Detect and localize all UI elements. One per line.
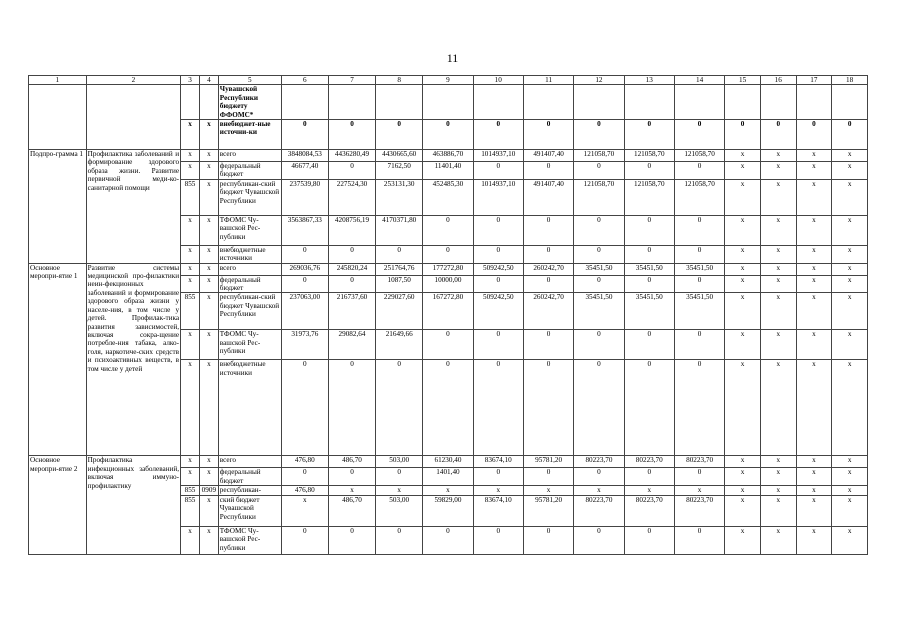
value-cell: 95781,20 — [523, 456, 573, 468]
value-cell: 0 — [523, 468, 573, 486]
value-cell: 0 — [376, 245, 423, 263]
value-cell: 0 — [674, 360, 724, 456]
value-cell: 0 — [328, 162, 375, 180]
value-cell: 0 — [624, 120, 674, 150]
value-cell: 59829,00 — [423, 495, 473, 526]
value-cell: 95781,20 — [523, 495, 573, 526]
value-cell: 3563867,33 — [281, 215, 328, 245]
value-cell: 0 — [796, 120, 832, 150]
value-cell: 0 — [423, 120, 473, 150]
value-cell: x — [760, 275, 796, 293]
value-cell: x — [832, 215, 868, 245]
column-number-row — [29, 76, 868, 85]
value-cell: x — [624, 486, 674, 495]
value-cell: 237539,80 — [281, 179, 328, 215]
page-number: 11 — [446, 51, 459, 65]
value-cell: x — [760, 150, 796, 162]
value-cell: x — [796, 275, 832, 293]
value-cell: 0 — [328, 120, 375, 150]
value-cell: 0 — [523, 245, 573, 263]
value-cell: x — [760, 293, 796, 330]
value-cell: 0 — [624, 360, 674, 456]
value-cell: 35451,50 — [624, 293, 674, 330]
value-cell: 0 — [281, 120, 328, 150]
value-cell: 0 — [523, 275, 573, 293]
value-cell: 0 — [473, 275, 523, 293]
value-cell: 0 — [423, 245, 473, 263]
value-cell: 4430665,60 — [376, 150, 423, 162]
value-cell: x — [281, 495, 328, 526]
value-cell: 0 — [523, 360, 573, 456]
value-cell: x — [725, 263, 761, 275]
source-cell: федеральный бюджет — [218, 468, 281, 486]
value-cell: 4436280,49 — [328, 150, 375, 162]
value-cell: 0 — [832, 120, 868, 150]
value-cell: 121058,70 — [674, 150, 724, 162]
value-cell: 80223,70 — [674, 495, 724, 526]
value-cell: x — [832, 179, 868, 215]
value-cell: 46677,40 — [281, 162, 328, 180]
value-cell: 0 — [423, 360, 473, 456]
value-cell: x — [725, 526, 761, 554]
value-cell: 0 — [674, 245, 724, 263]
value-cell: x — [760, 456, 796, 468]
column-header: 4 — [199, 76, 218, 85]
value-cell: 476,80 — [281, 486, 328, 495]
value-cell: 486,70 — [328, 456, 375, 468]
value-cell: x — [796, 468, 832, 486]
value-cell: 0 — [624, 162, 674, 180]
value-cell: 35451,50 — [574, 263, 624, 275]
table-row — [29, 150, 868, 162]
value-cell: x — [760, 330, 796, 360]
value-cell: 0 — [523, 162, 573, 180]
value-cell: x — [832, 495, 868, 526]
value-cell: 121058,70 — [574, 179, 624, 215]
value-cell: 216737,60 — [328, 293, 375, 330]
value-cell: x — [796, 526, 832, 554]
program-description: Профилактика инфекционных заболеваний, включая иммуно-профилактику — [86, 456, 180, 554]
value-cell: x — [574, 486, 624, 495]
value-cell: 491407,40 — [523, 150, 573, 162]
value-cell: 0 — [574, 330, 624, 360]
column-header: 3 — [181, 76, 200, 85]
value-cell: 61230,40 — [423, 456, 473, 468]
value-cell: 0 — [624, 215, 674, 245]
code-cell: 855 — [181, 495, 200, 526]
value-cell: 0 — [328, 245, 375, 263]
value-cell: x — [832, 468, 868, 486]
value-cell: x — [796, 456, 832, 468]
value-cell: x — [725, 468, 761, 486]
code-cell: x — [199, 215, 218, 245]
value-cell: 260242,70 — [523, 293, 573, 330]
value-cell: 35451,50 — [624, 263, 674, 275]
code-cell: x — [181, 215, 200, 245]
code-cell: x — [199, 150, 218, 162]
source-cell: всего — [218, 150, 281, 162]
value-cell: x — [523, 486, 573, 495]
code-cell: x — [181, 468, 200, 486]
value-cell: 260242,70 — [523, 263, 573, 275]
source-cell: ТФОМС Чу-вашской Рес-публики — [218, 330, 281, 360]
value-cell: 0 — [328, 360, 375, 456]
value-cell: x — [796, 245, 832, 263]
value-cell: 0 — [760, 120, 796, 150]
value-cell: 80223,70 — [574, 456, 624, 468]
value-cell: 0 — [281, 275, 328, 293]
value-cell: 0 — [624, 245, 674, 263]
value-cell: x — [725, 293, 761, 330]
value-cell: x — [796, 360, 832, 456]
value-cell: x — [832, 162, 868, 180]
column-header: 8 — [376, 76, 423, 85]
code-cell: x — [199, 526, 218, 554]
value-cell: 1401,40 — [423, 468, 473, 486]
value-cell: 35451,50 — [674, 263, 724, 275]
column-header: 7 — [328, 76, 375, 85]
source-cell: Чувашской Республики бюджету ФФОМС* — [218, 85, 281, 120]
value-cell: x — [760, 526, 796, 554]
value-cell: x — [832, 486, 868, 495]
source-cell: всего — [218, 263, 281, 275]
code-cell: x — [181, 245, 200, 263]
value-cell: 0 — [423, 215, 473, 245]
value-cell: 0 — [376, 360, 423, 456]
code-cell: x — [199, 275, 218, 293]
code-cell: x — [181, 263, 200, 275]
value-cell: 0 — [328, 468, 375, 486]
value-cell: 83674,10 — [473, 456, 523, 468]
value-cell: x — [725, 275, 761, 293]
value-cell: x — [423, 486, 473, 495]
value-cell: 0 — [423, 526, 473, 554]
value-cell: 121058,70 — [624, 150, 674, 162]
value-cell: 509242,50 — [473, 263, 523, 275]
column-header: 1 — [29, 76, 87, 85]
value-cell: x — [725, 179, 761, 215]
value-cell: 80223,70 — [624, 495, 674, 526]
value-cell: 0 — [328, 275, 375, 293]
value-cell: x — [760, 215, 796, 245]
value-cell: x — [760, 360, 796, 456]
value-cell: 121058,70 — [624, 179, 674, 215]
value-cell: x — [760, 263, 796, 275]
value-cell: 491407,40 — [523, 179, 573, 215]
column-header: 15 — [725, 76, 761, 85]
value-cell: 4208756,19 — [328, 215, 375, 245]
value-cell: 0 — [674, 468, 724, 486]
program-name: Основное меропри-ятие 2 — [29, 456, 87, 554]
value-cell: 4170371,80 — [376, 215, 423, 245]
value-cell: 177272,80 — [423, 263, 473, 275]
program-name: Основное меропри-ятие 1 — [29, 263, 87, 456]
value-cell: 0 — [281, 468, 328, 486]
value-cell: x — [796, 162, 832, 180]
value-cell: 0 — [574, 245, 624, 263]
value-cell: 0 — [674, 526, 724, 554]
code-cell: x — [181, 150, 200, 162]
value-cell: 0 — [523, 330, 573, 360]
value-cell: 29082,64 — [328, 330, 375, 360]
column-header: 12 — [574, 76, 624, 85]
value-cell: x — [760, 486, 796, 495]
value-cell: 3848084,53 — [281, 150, 328, 162]
value-cell: 0 — [473, 245, 523, 263]
code-cell: x — [199, 263, 218, 275]
value-cell: 0 — [281, 360, 328, 456]
value-cell: 227524,30 — [328, 179, 375, 215]
value-cell: 10000,00 — [423, 275, 473, 293]
column-header: 16 — [760, 76, 796, 85]
code-cell: x — [181, 330, 200, 360]
code-cell: x — [181, 526, 200, 554]
value-cell: 0 — [624, 526, 674, 554]
value-cell: 0 — [574, 468, 624, 486]
table-row — [29, 456, 868, 468]
code-cell: 855 — [181, 486, 200, 495]
value-cell: 0 — [473, 526, 523, 554]
column-header: 10 — [473, 76, 523, 85]
value-cell: 0 — [376, 468, 423, 486]
value-cell: x — [832, 456, 868, 468]
value-cell: x — [760, 495, 796, 526]
value-cell: 0 — [674, 120, 724, 150]
value-cell: x — [796, 293, 832, 330]
value-cell: x — [832, 526, 868, 554]
value-cell: 229027,60 — [376, 293, 423, 330]
value-cell: x — [725, 215, 761, 245]
value-cell: 0 — [523, 215, 573, 245]
code-cell: x — [199, 468, 218, 486]
value-cell: x — [760, 245, 796, 263]
source-cell: республикан-ский бюджет Чувашской Республики — [218, 179, 281, 215]
value-cell: x — [832, 293, 868, 330]
value-cell: x — [473, 486, 523, 495]
value-cell: x — [796, 179, 832, 215]
value-cell: 0 — [328, 526, 375, 554]
code-cell: x — [199, 162, 218, 180]
source-cell: республикан- — [218, 486, 281, 495]
value-cell: x — [376, 486, 423, 495]
value-cell: 509242,50 — [473, 293, 523, 330]
value-cell: 0 — [473, 330, 523, 360]
value-cell: 0 — [674, 162, 724, 180]
budget-table — [28, 75, 868, 555]
value-cell: x — [328, 486, 375, 495]
value-cell: x — [832, 275, 868, 293]
value-cell: 35451,50 — [674, 293, 724, 330]
value-cell: 7162,50 — [376, 162, 423, 180]
value-cell: x — [725, 486, 761, 495]
program-description: Профилактика заболеваний и формирование здорового образа жизни. Развитие первичной меди-ко-санитарной помощи — [86, 150, 180, 264]
value-cell: 0 — [574, 215, 624, 245]
value-cell: x — [725, 150, 761, 162]
value-cell: 0 — [523, 120, 573, 150]
code-cell: x — [199, 360, 218, 456]
code-cell: x — [199, 495, 218, 526]
source-cell: ТФОМС Чу-вашской Рес-публики — [218, 215, 281, 245]
value-cell: 0 — [574, 360, 624, 456]
value-cell: x — [832, 330, 868, 360]
column-header: 11 — [523, 76, 573, 85]
value-cell: 503,00 — [376, 456, 423, 468]
value-cell: 237063,00 — [281, 293, 328, 330]
value-cell: 1087,50 — [376, 275, 423, 293]
value-cell: 0 — [624, 275, 674, 293]
code-cell: x — [199, 456, 218, 468]
code-cell: 855 — [181, 293, 200, 330]
value-cell: x — [832, 360, 868, 456]
value-cell: 269036,76 — [281, 263, 328, 275]
source-cell: республикан-ский бюджет Чувашской Республики — [218, 293, 281, 330]
value-cell: 0 — [473, 215, 523, 245]
code-cell: x — [181, 360, 200, 456]
value-cell: 0 — [376, 526, 423, 554]
value-cell: x — [832, 263, 868, 275]
column-header: 2 — [86, 76, 180, 85]
value-cell: x — [796, 150, 832, 162]
value-cell: 0 — [523, 526, 573, 554]
value-cell: 253131,30 — [376, 179, 423, 215]
source-cell: ский бюджет Чувашской Республики — [218, 495, 281, 526]
value-cell: x — [796, 330, 832, 360]
value-cell: 0 — [281, 526, 328, 554]
value-cell: 0 — [473, 120, 523, 150]
source-cell: внебюджетные источники — [218, 360, 281, 456]
value-cell: x — [796, 495, 832, 526]
column-header: 14 — [674, 76, 724, 85]
value-cell: 1014937,10 — [473, 179, 523, 215]
code-cell: 855 — [181, 179, 200, 215]
value-cell: 452485,30 — [423, 179, 473, 215]
source-cell: внебюджетные источники — [218, 245, 281, 263]
value-cell: 121058,70 — [574, 150, 624, 162]
value-cell: 0 — [423, 330, 473, 360]
value-cell: 1014937,10 — [473, 150, 523, 162]
value-cell: 31973,76 — [281, 330, 328, 360]
value-cell: 0 — [674, 330, 724, 360]
value-cell: x — [725, 162, 761, 180]
table-row — [29, 263, 868, 275]
value-cell: 245820,24 — [328, 263, 375, 275]
value-cell: 0 — [473, 468, 523, 486]
value-cell: 251764,76 — [376, 263, 423, 275]
code-cell: x — [181, 456, 200, 468]
value-cell: x — [725, 456, 761, 468]
value-cell: 83674,10 — [473, 495, 523, 526]
value-cell: 0 — [574, 275, 624, 293]
value-cell: 0 — [574, 526, 624, 554]
value-cell: x — [725, 245, 761, 263]
value-cell: 21649,66 — [376, 330, 423, 360]
column-header: 5 — [218, 76, 281, 85]
value-cell: 0 — [376, 120, 423, 150]
value-cell: x — [796, 215, 832, 245]
value-cell: 0 — [725, 120, 761, 150]
value-cell: x — [760, 468, 796, 486]
value-cell: 476,80 — [281, 456, 328, 468]
value-cell: 0 — [574, 162, 624, 180]
code-cell: x — [181, 162, 200, 180]
value-cell: 0 — [674, 275, 724, 293]
source-cell: всего — [218, 456, 281, 468]
code-cell: x — [199, 179, 218, 215]
code-cell: 0909 — [199, 486, 218, 495]
column-header: 9 — [423, 76, 473, 85]
source-cell: федеральный бюджет — [218, 162, 281, 180]
value-cell: 0 — [473, 162, 523, 180]
value-cell: 121058,70 — [674, 179, 724, 215]
value-cell: 80223,70 — [624, 456, 674, 468]
value-cell: x — [760, 162, 796, 180]
value-cell: 0 — [624, 330, 674, 360]
source-cell: внебюджет-ные источни-ки — [218, 120, 281, 150]
program-name: Подпро-грамма 1 — [29, 150, 87, 264]
value-cell: 0 — [574, 120, 624, 150]
value-cell: 80223,70 — [674, 456, 724, 468]
source-cell: ТФОМС Чу-вашской Рес-публики — [218, 526, 281, 554]
value-cell: x — [796, 486, 832, 495]
code-cell: x — [199, 293, 218, 330]
value-cell: x — [832, 245, 868, 263]
value-cell: x — [832, 150, 868, 162]
value-cell: x — [796, 263, 832, 275]
table-row: x x внебюджет-ные источни-ки 0 0 0 0 0 0 0 0 0 0 0 0 0 — [29, 120, 868, 150]
value-cell: x — [760, 179, 796, 215]
value-cell: x — [725, 330, 761, 360]
value-cell: 463886,70 — [423, 150, 473, 162]
code-cell: x — [181, 275, 200, 293]
column-header: 18 — [832, 76, 868, 85]
code-cell: x — [199, 245, 218, 263]
value-cell: 486,70 — [328, 495, 375, 526]
value-cell: 167272,80 — [423, 293, 473, 330]
table-row — [29, 85, 868, 120]
value-cell: 0 — [624, 468, 674, 486]
value-cell: 0 — [674, 215, 724, 245]
value-cell: 80223,70 — [574, 495, 624, 526]
value-cell: x — [725, 495, 761, 526]
value-cell: 35451,50 — [574, 293, 624, 330]
program-description: Развитие системы медицинской про-филактики неин-фекционных заболеваний и формирование здорового образа жизни у населе-ния, в том числе у детей. Профилак-тика развития зависимостей, включая сокра-щение потребле-ния табака, алко-голя, наркотиче-ских средств и психоактивных веществ, в том числе у детей — [86, 263, 180, 456]
value-cell: x — [725, 360, 761, 456]
value-cell: 503,00 — [376, 495, 423, 526]
value-cell: x — [674, 486, 724, 495]
value-cell: 0 — [281, 245, 328, 263]
column-header: 6 — [281, 76, 328, 85]
code-cell: x — [199, 330, 218, 360]
value-cell: 11401,40 — [423, 162, 473, 180]
column-header: 17 — [796, 76, 832, 85]
value-cell: 0 — [473, 360, 523, 456]
source-cell: федеральный бюджет — [218, 275, 281, 293]
column-header: 13 — [624, 76, 674, 85]
